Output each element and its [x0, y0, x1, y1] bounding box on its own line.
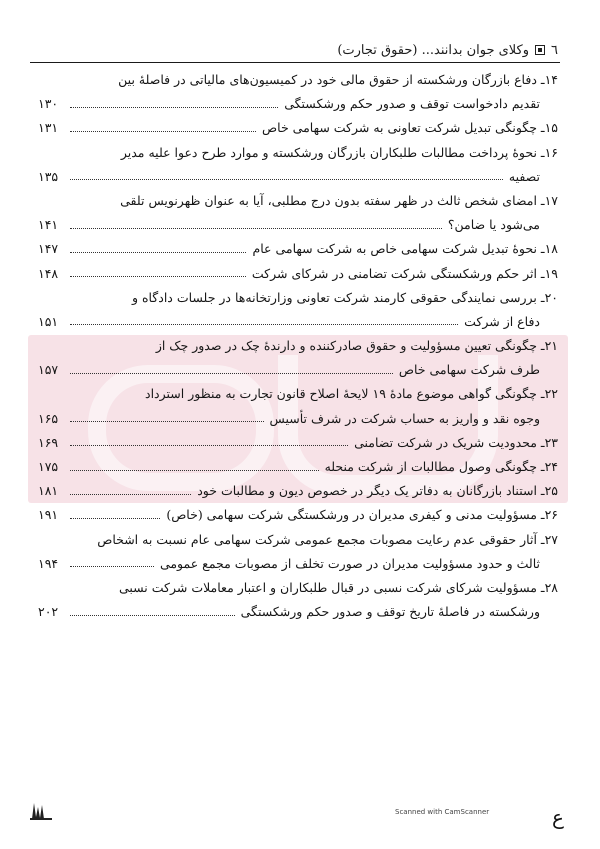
toc-entry [38, 237, 558, 261]
toc-entry-text: ۲۶ـ مسؤولیت مدنی و کیفری مدیران در ورشکستگی شرکت سهامی (خاص) [166, 507, 558, 523]
toc-page-number: ۱۴۸ [38, 265, 59, 281]
toc-entry [38, 334, 558, 382]
dot-leader [70, 314, 458, 325]
toc-entry [38, 189, 558, 237]
dot-leader [70, 169, 503, 180]
toc-entry-last-line [38, 600, 558, 624]
page-header [300, 38, 558, 62]
square-bullet-icon [535, 45, 545, 55]
toc-entry-text: ورشکسته در فاصلهٔ تاریخ توقف و صدور حکم ورشکستگی [240, 604, 540, 620]
toc-entry [38, 286, 558, 334]
toc-entry-line [38, 576, 558, 600]
running-title: وکلای جوان بدانند... (حقوق تجارت) [337, 42, 530, 58]
toc-entry [38, 503, 558, 527]
toc-page-number: ۱۸۱ [38, 483, 59, 499]
toc-entry-text: طرف شرکت سهامی خاص [398, 362, 540, 378]
toc-entry-line [38, 334, 558, 358]
toc-entry [38, 262, 558, 286]
toc-entry-last-line [38, 92, 558, 116]
toc-entry-last-line [38, 358, 558, 382]
toc-entry-line [38, 382, 558, 406]
toc-entry-last-line [38, 552, 558, 576]
toc-entry-text: ۲۳ـ محدودیت شریک در شرکت تضامنی [354, 434, 558, 450]
toc-entry-text: ۲۲ـ چگونگی گواهی موضوع مادهٔ ۱۹ لایحهٔ اصلاح قانون تجارت به منظور استرداد [145, 386, 558, 402]
dot-leader [70, 242, 246, 253]
toc-entry-line [38, 189, 558, 213]
toc-page-number: ۱۴۷ [38, 241, 59, 257]
toc-entry-text: ۲۸ـ مسؤولیت شرکای شرکت نسبی در قبال طلبکاران و اعتبار معاملات شرکت نسبی [118, 579, 558, 595]
toc-entry-last-line [38, 407, 558, 431]
dot-leader [70, 460, 319, 471]
table-of-contents [38, 68, 558, 624]
toc-entry-last-line [38, 116, 558, 140]
toc-page-number: ۱۳۱ [38, 120, 59, 136]
toc-entry-last-line [38, 479, 558, 503]
toc-entry [38, 382, 558, 430]
toc-entry [38, 479, 558, 503]
toc-entry-last-line [38, 165, 558, 189]
dot-leader [70, 363, 393, 374]
toc-page-number: ۱۵۱ [38, 313, 59, 329]
toc-entry [38, 141, 558, 189]
toc-entry-text: ۱۶ـ نحوهٔ پرداخت مطالبات طلبکاران بازرگان ورشکسته و موارد طرح دعوا علیه مدیر [120, 144, 558, 160]
toc-entry-text: دفاع از شرکت [464, 313, 540, 329]
toc-entry-text: ۱۸ـ نحوهٔ تبدیل شرکت سهامی خاص به شرکت سهامی عام [252, 241, 558, 257]
toc-page-number: ۱۹۱ [38, 507, 59, 523]
header-divider [30, 62, 560, 63]
toc-entry-text: ۲۴ـ چگونگی وصول مطالبات از شرکت منحله [324, 459, 558, 474]
toc-page-number: ۱۶۵ [38, 410, 59, 426]
toc-entry-line [38, 286, 558, 310]
toc-entry-line [38, 528, 558, 552]
toc-entry-text: تقدیم دادخواست توقف و صدور حکم ورشکستگی [284, 96, 540, 112]
toc-entry-text: ۱۵ـ چگونگی تبدیل شرکت تعاونی به شرکت سهامی خاص [262, 120, 558, 136]
toc-page-number: ۱۵۷ [38, 362, 59, 378]
toc-entry-text: تصفیه [508, 168, 540, 184]
dot-leader [70, 556, 154, 567]
toc-entry-text: ۲۷ـ آثار حقوقی عدم رعایت مصوبات مجمع عمومی شرکت سهامی عام نسبت به اشخاص [97, 531, 558, 547]
toc-entry-text: ۲۵ـ استناد بازرگانان به دفاتر یک دیگر در خصوص دیون و مطالبات خود [197, 483, 558, 499]
toc-entry-line [38, 141, 558, 165]
toc-entry-text: ثالث و حدود مسؤولیت مدیران در صورت تخلف از مصوبات مجمع عمومی [159, 555, 540, 571]
toc-entry-last-line [38, 237, 558, 261]
toc-entry [38, 455, 558, 479]
page-number: ٦ [551, 42, 558, 58]
dot-leader [70, 97, 278, 108]
dot-leader [70, 121, 256, 132]
toc-entry-last-line [38, 310, 558, 334]
toc-entry-line [38, 68, 558, 92]
dot-leader [70, 484, 191, 495]
toc-entry-last-line [38, 213, 558, 237]
toc-entry-text: ۱۹ـ اثر حکم ورشکستگی شرکت تضامنی در شرکای شرکت [251, 265, 558, 281]
toc-entry [38, 116, 558, 140]
dot-leader [70, 508, 160, 519]
dot-leader [70, 605, 235, 616]
toc-entry-last-line [38, 262, 558, 286]
toc-entry-text: ۱۷ـ امضای شخص ثالث در ظهر سفته بدون درج مطلبی، آیا به عنوان ظهرنویس تلقی [120, 192, 558, 208]
toc-page-number: ۱۳۰ [38, 96, 59, 112]
toc-entry-text: وجوه نقد و واریز به حساب شرکت در شرف تأسیس [269, 410, 540, 426]
dot-leader [70, 266, 246, 277]
toc-entry [38, 431, 558, 455]
toc-page-number: ۱۴۱ [38, 217, 59, 233]
toc-entry-text: ۲۰ـ بررسی نمایندگی حقوقی کارمند شرکت تعاونی وزارتخانه‌ها در جلسات دادگاه و [131, 289, 558, 305]
scanner-note: Scanned with CamScanner [395, 808, 490, 816]
toc-entry [38, 528, 558, 576]
dot-leader [70, 435, 348, 446]
toc-page-number: ۱۹۴ [38, 555, 59, 571]
toc-entry-last-line [38, 455, 558, 479]
toc-page-number: ۱۷۵ [38, 459, 59, 474]
toc-page-number: ۲۰۲ [38, 604, 59, 620]
dot-leader [70, 218, 442, 229]
toc-entry-last-line [38, 503, 558, 527]
toc-entry-text: می‌شود یا ضامن؟ [447, 217, 540, 233]
toc-entry-last-line [38, 431, 558, 455]
page-corner-mark [30, 797, 52, 821]
toc-entry-text: ۲۱ـ چگونگی تعیین مسؤولیت و حقوق صادرکننده و دارندهٔ چک در صدور چک از [155, 338, 558, 354]
toc-page-number: ۱۳۵ [38, 168, 59, 184]
corner-glyph: ع [552, 805, 564, 829]
toc-entry-text: ۱۴ـ دفاع بازرگان ورشکسته از حقوق مالی خود در کمیسیون‌های مالیاتی در فاصلهٔ بین [118, 72, 558, 87]
dot-leader [70, 411, 264, 422]
toc-page-number: ۱۶۹ [38, 434, 59, 450]
toc-entry [38, 576, 558, 624]
toc-entry [38, 68, 558, 116]
